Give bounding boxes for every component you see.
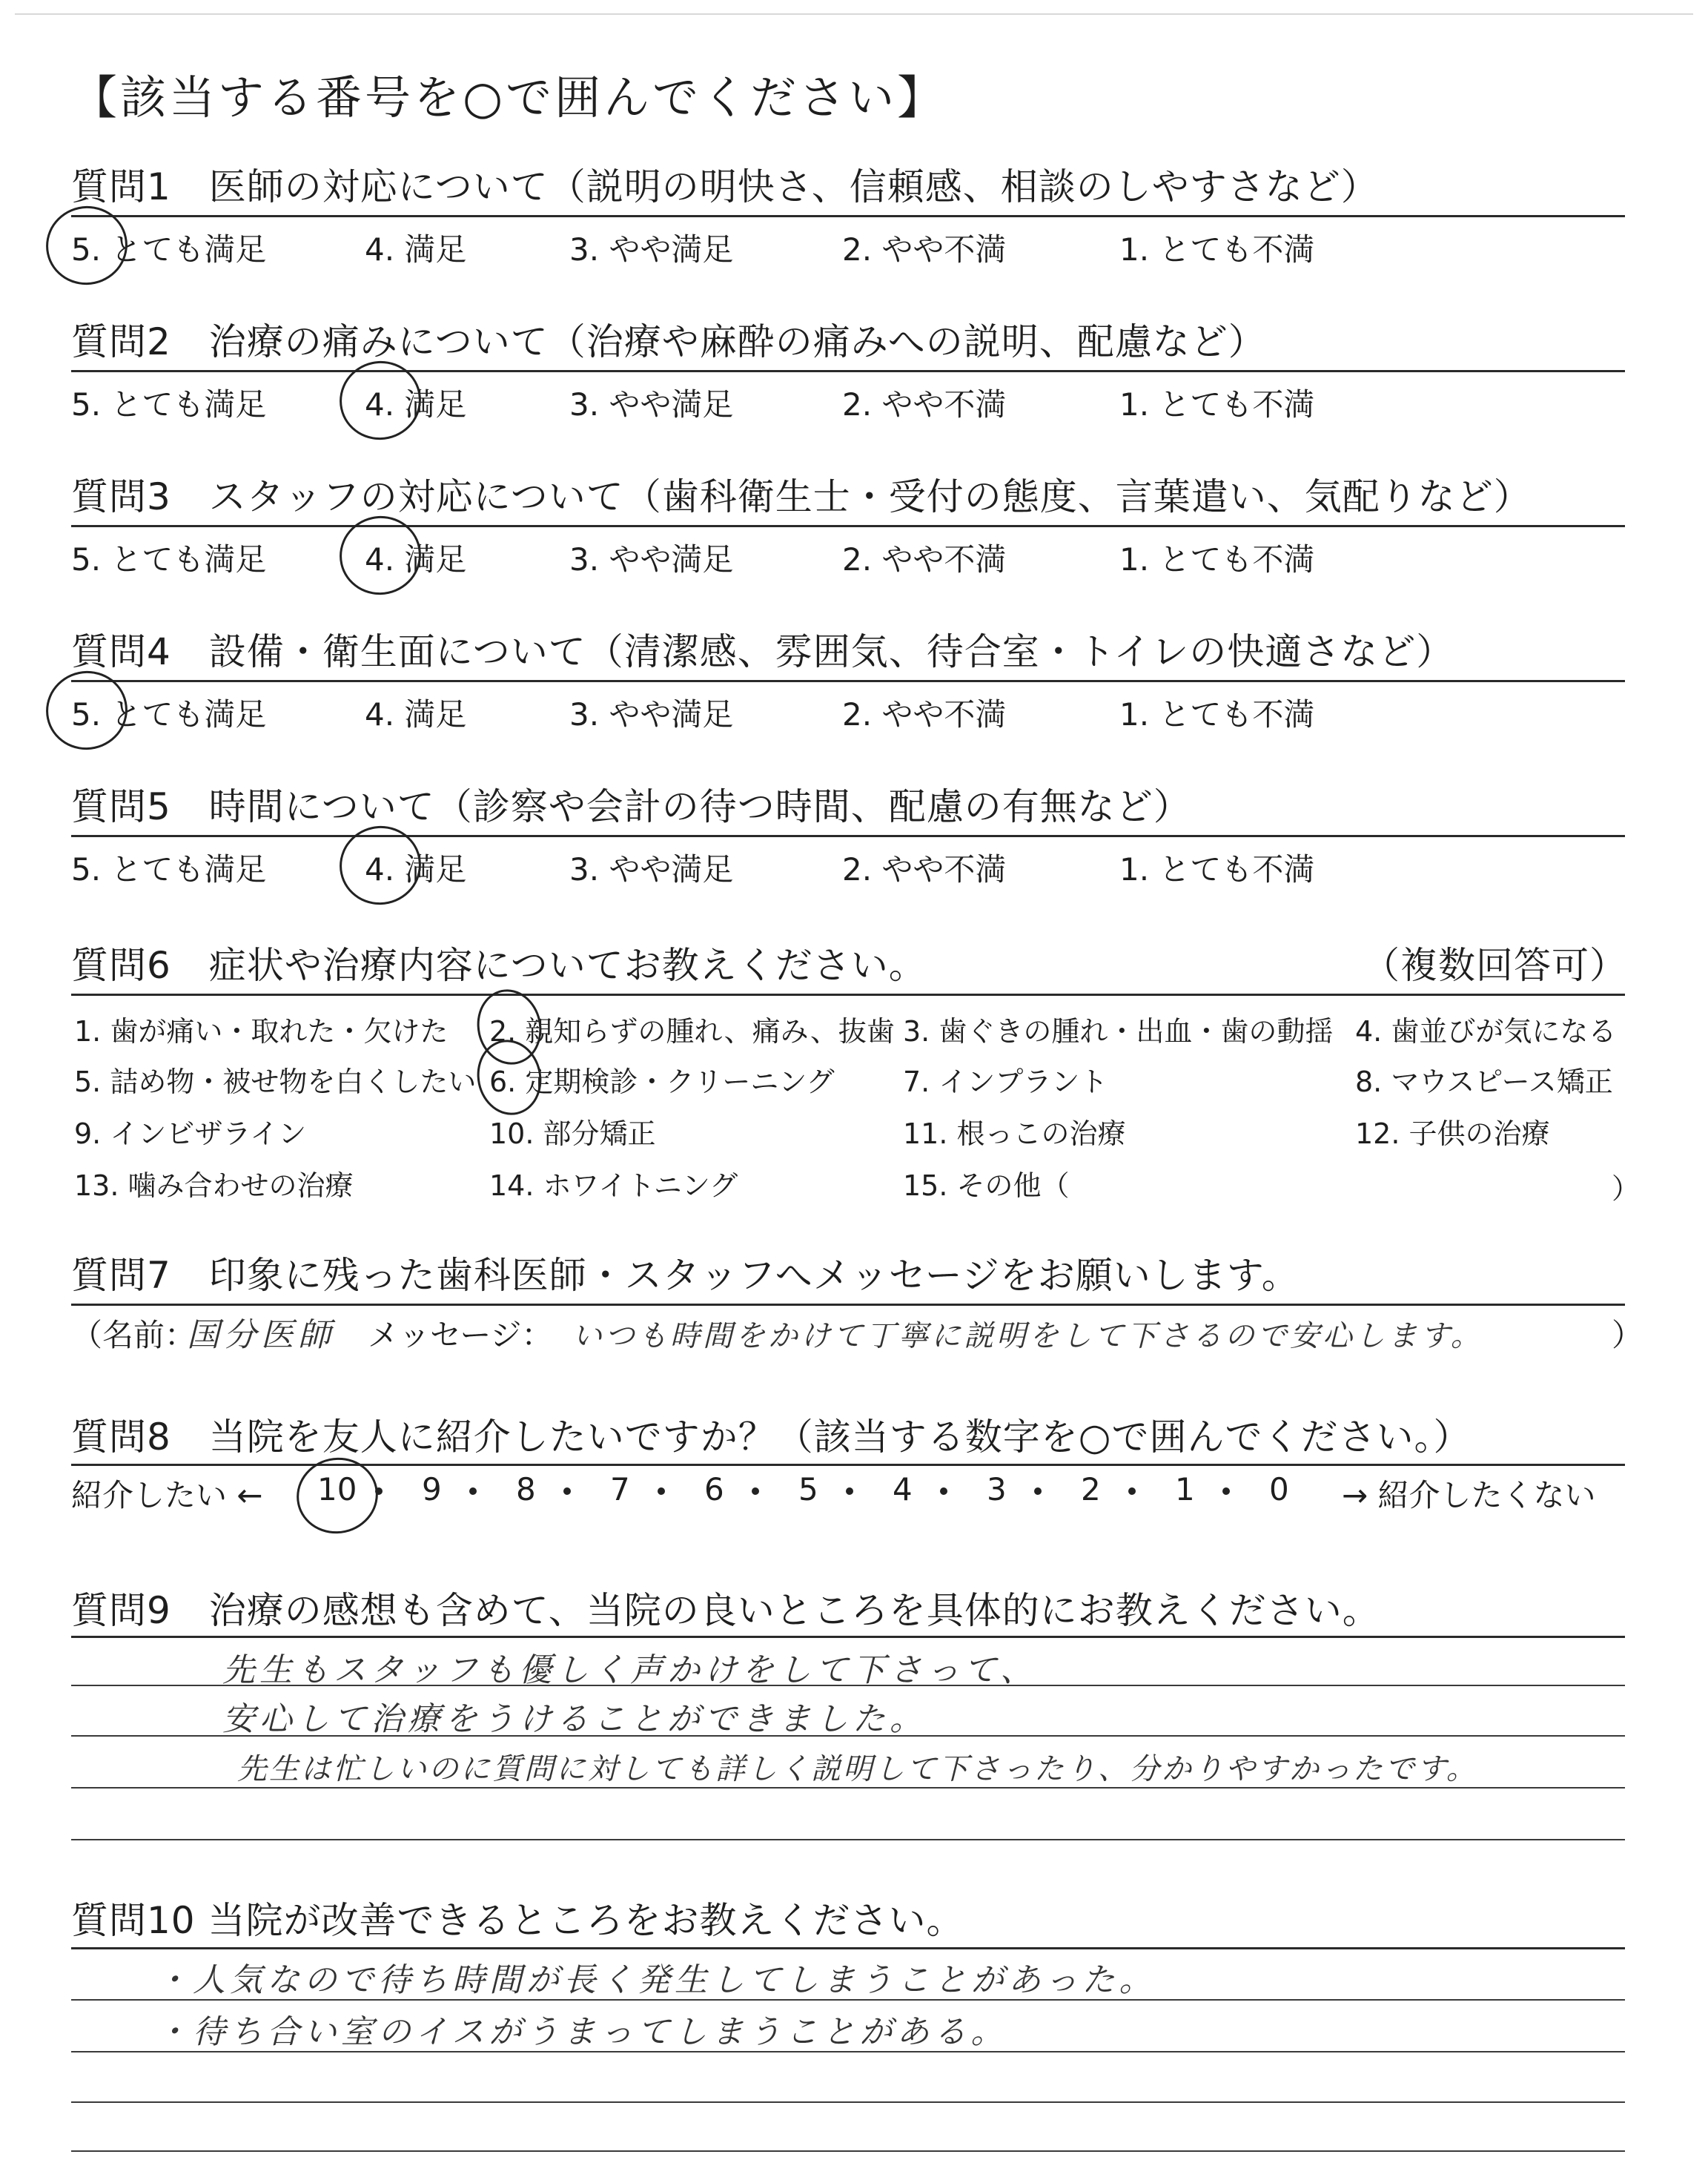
q9-answer-line-3[interactable]: 先生は忙しいのに質問に対しても詳しく説明して下さったり、分かりやすかったです。 [237, 1752, 1478, 1786]
q9-answer-line-2[interactable]: 安心して治療をうけることができました。 [222, 1700, 927, 1738]
q8-scale-separator [846, 1487, 853, 1495]
q4-title: 質問4 設備・衛生面について（清潔感、雰囲気、待合室・トイレの快適さなど） [71, 630, 1454, 673]
q2-title: 質問2 治療の痛みについて（治療や麻酔の痛みへの説明、配慮など） [71, 320, 1266, 363]
q1-title: 質問1 医師の対応について（説明の明快さ、信頼感、相談のしやすさなど） [71, 165, 1379, 208]
q8-scale-9[interactable]: 9 [422, 1471, 442, 1507]
q10-answer-line-2[interactable]: ・待ち合い室のイスがうまってしまうことがある。 [156, 2013, 1008, 2051]
q7-title: 質問7 印象に残った歯科医師・スタッフへメッセージをお願いします。 [71, 1254, 1300, 1297]
q10-title: 質問10 当院が改善できるところをお教えください。 [71, 1899, 964, 1942]
q3-option-2[interactable]: 2. やや不満 [842, 541, 1007, 578]
q8-scale-separator [658, 1487, 665, 1495]
q4-option-2[interactable]: 2. やや不満 [842, 696, 1007, 733]
q6-option-10[interactable]: 10. 部分矯正 [489, 1117, 656, 1150]
q2-selection-circle [332, 354, 428, 448]
q6-option-6[interactable]: 6. 定期検診・クリーニング [489, 1066, 835, 1098]
q1-option-4[interactable]: 4. 満足 [365, 231, 467, 268]
q2-option-2[interactable]: 2. やや不満 [842, 386, 1007, 423]
q3-option-3[interactable]: 3. やや満足 [569, 541, 734, 578]
q8-rule [71, 1464, 1625, 1466]
q6-option-9[interactable]: 9. インビザライン [74, 1117, 307, 1150]
q4-rule [71, 680, 1625, 682]
q6-option-8[interactable]: 8. マウスピース矯正 [1355, 1066, 1613, 1098]
q6-option-1[interactable]: 1. 歯が痛い・取れた・欠けた [74, 1015, 448, 1048]
q6-rule [71, 994, 1625, 996]
q7-message-label: メッセージ： [368, 1317, 553, 1353]
q8-scale-separator [563, 1487, 571, 1495]
q7-name-label: （名前： [71, 1317, 196, 1353]
q8-scale-10[interactable]: 10 [317, 1471, 357, 1507]
q8-right-label: → 紹介したくない [1342, 1477, 1596, 1513]
q6-option-5[interactable]: 5. 詰め物・被せ物を白くしたい [74, 1066, 477, 1098]
q5-option-2[interactable]: 2. やや不満 [842, 851, 1007, 888]
q3-option-4[interactable]: 4. 満足 [365, 541, 467, 578]
q4-option-3[interactable]: 3. やや満足 [569, 696, 734, 733]
q3-selection-circle [332, 509, 428, 603]
q10-rule-3 [71, 2101, 1625, 2103]
q1-option-1[interactable]: 1. とても不満 [1119, 231, 1315, 268]
q1-rule [71, 215, 1625, 217]
q6-option-7[interactable]: 7. インプラント [903, 1066, 1108, 1098]
q9-rule-0 [71, 1636, 1625, 1638]
q5-selection-circle [332, 819, 428, 913]
q7-closing-paren: ） [1612, 1317, 1644, 1353]
q6-closing-paren: ） [1612, 1172, 1641, 1205]
q6-option-15[interactable]: 15. その他（ [903, 1169, 1070, 1202]
q6-option-11[interactable]: 11. 根っこの治療 [903, 1117, 1126, 1150]
q5-option-4[interactable]: 4. 満足 [365, 851, 467, 888]
q7-message-value[interactable]: いつも時間をかけて丁寧に説明をして下さるので安心します。 [572, 1319, 1483, 1353]
q2-option-1[interactable]: 1. とても不満 [1119, 386, 1315, 423]
q8-scale-2[interactable]: 2 [1081, 1471, 1101, 1507]
q6-option-4[interactable]: 4. 歯並びが気になる [1355, 1015, 1617, 1048]
q8-left-label: 紹介したい ← [71, 1477, 263, 1513]
q8-scale-0[interactable]: 0 [1269, 1471, 1289, 1507]
q8-scale-separator [940, 1487, 947, 1495]
q8-scale-separator [1034, 1487, 1042, 1495]
q1-selection-circle [39, 199, 135, 293]
q8-scale-5[interactable]: 5 [798, 1471, 818, 1507]
q9-rule-4 [71, 1839, 1625, 1840]
q6-option-2[interactable]: 2. 親知らずの腫れ、痛み、抜歯 [489, 1015, 895, 1048]
q5-option-5[interactable]: 5. とても満足 [71, 851, 267, 888]
q8-scale-8[interactable]: 8 [516, 1471, 536, 1507]
q6-title: 質問6 症状や治療内容についてお教えください。 [71, 944, 927, 987]
q2-option-4[interactable]: 4. 満足 [365, 386, 467, 423]
q3-option-5[interactable]: 5. とても満足 [71, 541, 267, 578]
q8-scale-6[interactable]: 6 [704, 1471, 724, 1507]
q2-option-5[interactable]: 5. とても満足 [71, 386, 267, 423]
q6-note: （複数回答可） [1363, 944, 1627, 987]
q3-title: 質問3 スタッフの対応について（歯科衛生士・受付の態度、言葉遣い、気配りなど） [71, 475, 1532, 518]
q6-option-14[interactable]: 14. ホワイトニング [489, 1169, 738, 1202]
q10-rule-4 [71, 2150, 1625, 2152]
q5-rule [71, 835, 1625, 837]
q10-answer-line-1[interactable]: ・人気なので待ち時間が長く発生してしまうことがあった。 [156, 1961, 1156, 1999]
q8-title: 質問8 当院を友人に紹介したいですか？（該当する数字を○で囲んでください。） [71, 1416, 1472, 1459]
q8-scale-7[interactable]: 7 [610, 1471, 630, 1507]
q9-answer-line-1[interactable]: 先生もスタッフも優しく声かけをして下さって、 [222, 1651, 1038, 1689]
q5-title: 質問5 時間について（診察や会計の待つ時間、配慮の有無など） [71, 785, 1191, 828]
q8-scale-separator [1128, 1487, 1136, 1495]
q8-scale-separator [1222, 1487, 1230, 1495]
q4-option-1[interactable]: 1. とても不満 [1119, 696, 1315, 733]
q6-option-12[interactable]: 12. 子供の治療 [1355, 1117, 1550, 1150]
q5-option-1[interactable]: 1. とても不満 [1119, 851, 1315, 888]
q7-name-value[interactable]: 国分医師 [187, 1316, 335, 1354]
q3-rule [71, 525, 1625, 527]
q1-option-2[interactable]: 2. やや不満 [842, 231, 1007, 268]
q6-option-3[interactable]: 3. 歯ぐきの腫れ・出血・歯の動揺 [903, 1015, 1334, 1048]
q4-selection-circle [39, 664, 135, 758]
q6-option-13[interactable]: 13. 噛み合わせの治療 [74, 1169, 354, 1202]
q2-option-3[interactable]: 3. やや満足 [569, 386, 734, 423]
q7-rule [71, 1304, 1625, 1306]
q3-option-1[interactable]: 1. とても不満 [1119, 541, 1315, 578]
q8-scale-separator [469, 1487, 477, 1495]
q9-title: 質問9 治療の感想も含めて、当院の良いところを具体的にお教えください。 [71, 1589, 1380, 1632]
q1-option-3[interactable]: 3. やや満足 [569, 231, 734, 268]
q4-option-5[interactable]: 5. とても満足 [71, 696, 267, 733]
q8-scale-4[interactable]: 4 [893, 1471, 913, 1507]
q8-scale-3[interactable]: 3 [987, 1471, 1007, 1507]
top-border [15, 13, 1693, 15]
q1-option-5[interactable]: 5. とても満足 [71, 231, 267, 268]
q8-scale-separator [752, 1487, 759, 1495]
form-header: 【該当する番号を○で囲んでください】 [71, 70, 947, 125]
q8-scale-1[interactable]: 1 [1175, 1471, 1195, 1507]
q2-rule [71, 370, 1625, 372]
q10-rule-0 [71, 1947, 1625, 1949]
q4-option-4[interactable]: 4. 満足 [365, 696, 467, 733]
q5-option-3[interactable]: 3. やや満足 [569, 851, 734, 888]
